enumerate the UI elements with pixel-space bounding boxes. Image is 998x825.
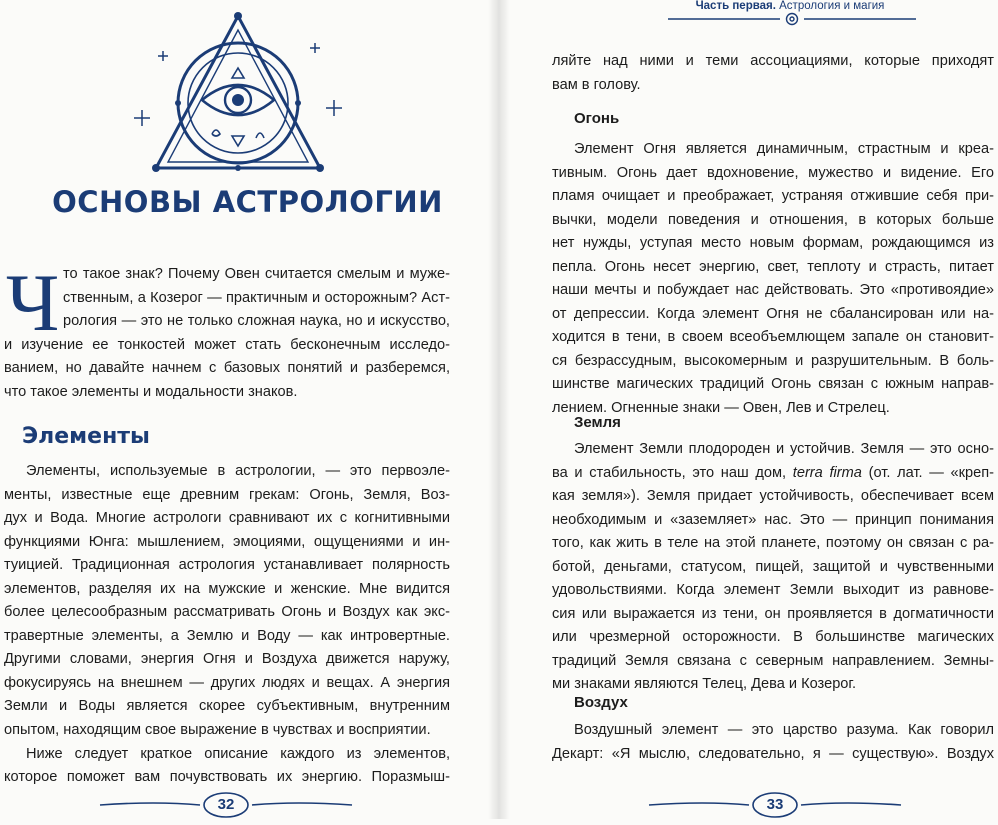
earth-line: сия или выражается из тени, он проявляется в догматичности — [552, 605, 994, 622]
fire-line: шинстве магических традиций Огонь связан с южным направ- — [552, 376, 994, 393]
fire-line: лением. Огненные знаки — Овен, Лев и Стрелец. — [552, 400, 890, 417]
left-page — [0, 0, 495, 819]
earth-paragraph — [552, 438, 994, 697]
continuation-line: вам в голову. — [552, 76, 641, 93]
elements-line: травертные элементы, а Землю и Воду — как интровертные. — [4, 627, 450, 644]
elements-line: фокусируясь на внешнем — других людях и вещах. А энергия — [4, 674, 450, 691]
elements-paragraph — [4, 460, 450, 790]
fire-line: пламя очищает и преображает, устраняя отжившие себя при- — [552, 188, 994, 205]
elements-line: более целесообразным рассматривать Огонь и Воздух как экс- — [4, 604, 450, 621]
running-head-title: Астрология и магия — [779, 0, 885, 12]
elements-line: Ниже следует краткое описание каждого из элементов, — [26, 745, 450, 762]
intro-line: то такое знак? Почему Овен считается смелым и муже- — [63, 266, 450, 282]
air-line: Воздушный элемент — это царство разума. Как говорил — [574, 722, 994, 738]
intro-line: что такое элементы и модальности знаков. — [4, 383, 298, 400]
fire-line: нет нужды, уступая место новым формам, рождающимся из — [552, 235, 994, 252]
earth-latin-term: terra firma — [792, 464, 862, 481]
intro-line: ванием, но давайте начнем с базовых понятий и разберемся, — [4, 360, 450, 377]
running-head-ornament-icon — [668, 12, 916, 26]
continuation-paragraph — [552, 50, 994, 97]
air-paragraph — [552, 719, 994, 766]
fire-line: тивным. Огонь дает вдохновение, мужество и видение. Его — [552, 164, 994, 181]
earth-text: ва и стабильность, это наш дом, — [552, 464, 793, 481]
page-number: 33 — [766, 796, 784, 813]
fire-line: наши мечты и побуждает нас действовать. Это «противоядие» — [552, 282, 994, 299]
elements-line: дух и Вода. Многие астрологи сравнивают их с когнитивными — [4, 510, 450, 527]
elements-line: которое поможет вам почувствовать их энергию. Поразмыш- — [4, 769, 450, 786]
earth-line: удовольствиями. Когда элемент Земли выходит из равнове- — [552, 582, 994, 599]
elements-line: функциями Юнга: мышлением, эмоциями, ощущениями и ин- — [4, 533, 450, 550]
intro-line: рология — это не только сложная наука, но и искусство, — [63, 313, 450, 329]
earth-line: кая земля»). Земля придает устойчивость, обеспечивает всем — [552, 488, 994, 505]
fire-line: ходится в тени, в своем всеобъемлющем запале он становит- — [552, 329, 994, 346]
earth-line: того, как жить в теле на этой планете, поэтому он связан с ра- — [552, 535, 994, 552]
drop-cap: Ч — [6, 257, 60, 348]
elements-line: менты, известные еще древним грекам: Огонь, Земля, Воз- — [4, 486, 450, 503]
intro-paragraph — [63, 263, 450, 310]
elements-line: опытом, находящим свое выражение в чувствах и восприятии. — [4, 722, 431, 739]
continuation-line: ляйте над ними и теми ассоциациями, которые приходят — [552, 53, 994, 69]
page-number-left — [96, 790, 356, 820]
elements-line: Элементы, используемые в астрологии, — это первоэле- — [26, 463, 450, 479]
page-number: 32 — [217, 796, 235, 813]
running-head-part: Часть первая. — [695, 0, 776, 12]
section-heading-elements: Элементы — [22, 424, 150, 449]
fire-line: от депрессии. Когда элемент Огня не сбалансирован или на- — [552, 305, 994, 322]
elements-line: элементов, разделяя их на мужские и женские. Мне видится — [4, 580, 450, 597]
fire-line: пепла. Огонь несет энергию, свет, теплоту и страсть, питает — [552, 258, 994, 275]
fire-paragraph — [552, 138, 994, 421]
intro-line: ственным, а Козерог — практичным и осторожным? Аст- — [63, 289, 450, 306]
earth-line: Элемент Земли плодороден и устойчив. Земля — это осно- — [574, 441, 994, 457]
subheading-fire: Огонь — [574, 110, 620, 127]
chapter-title: ОСНОВЫ АСТРОЛОГИИ — [52, 185, 443, 219]
earth-line-terra-firma — [552, 462, 994, 486]
subheading-air: Воздух — [574, 694, 628, 711]
earth-line: традиций Земля связана с северным направлением. Земны- — [552, 652, 994, 669]
earth-line: или чрезмерной осторожности. В большинстве магических — [552, 629, 994, 646]
earth-text: (от. лат. — «креп- — [861, 464, 994, 481]
earth-line: ботой, деньгами, статусом, пищей, защитой и чувственными — [552, 558, 994, 575]
all-seeing-eye-emblem-icon — [128, 8, 348, 178]
subheading-earth: Земля — [574, 414, 621, 431]
fire-line: ся безрассудным, высокомерным и разрушительным. В боль- — [552, 352, 994, 369]
fire-line: вычки, модели поведения и отношения, в которых больше — [552, 211, 994, 228]
earth-line: ми знаками являются Телец, Дева и Козерог. — [552, 676, 857, 693]
elements-line: Другими словами, энергия Огня и Воздуха движется наружу, — [4, 651, 450, 668]
earth-line: необходимым и «заземляет» нас. Это — принцип понимания — [552, 511, 994, 528]
running-head — [640, 0, 940, 12]
intro-paragraph-continued — [4, 310, 450, 404]
elements-line: туицией. Традиционная астрология устанавливает полярность — [4, 557, 450, 574]
elements-line: Земли и Воды является скорее субъективным, внутренним — [4, 698, 450, 715]
intro-line: и изучение ее тонкостей может стать бесконечным исследо- — [4, 336, 450, 353]
page-number-right — [645, 790, 905, 820]
fire-line: Элемент Огня является динамичным, страстным и креа- — [574, 141, 994, 157]
air-line: Декарт: «Я мыслю, следовательно, я — существую». Воздух — [552, 745, 994, 762]
